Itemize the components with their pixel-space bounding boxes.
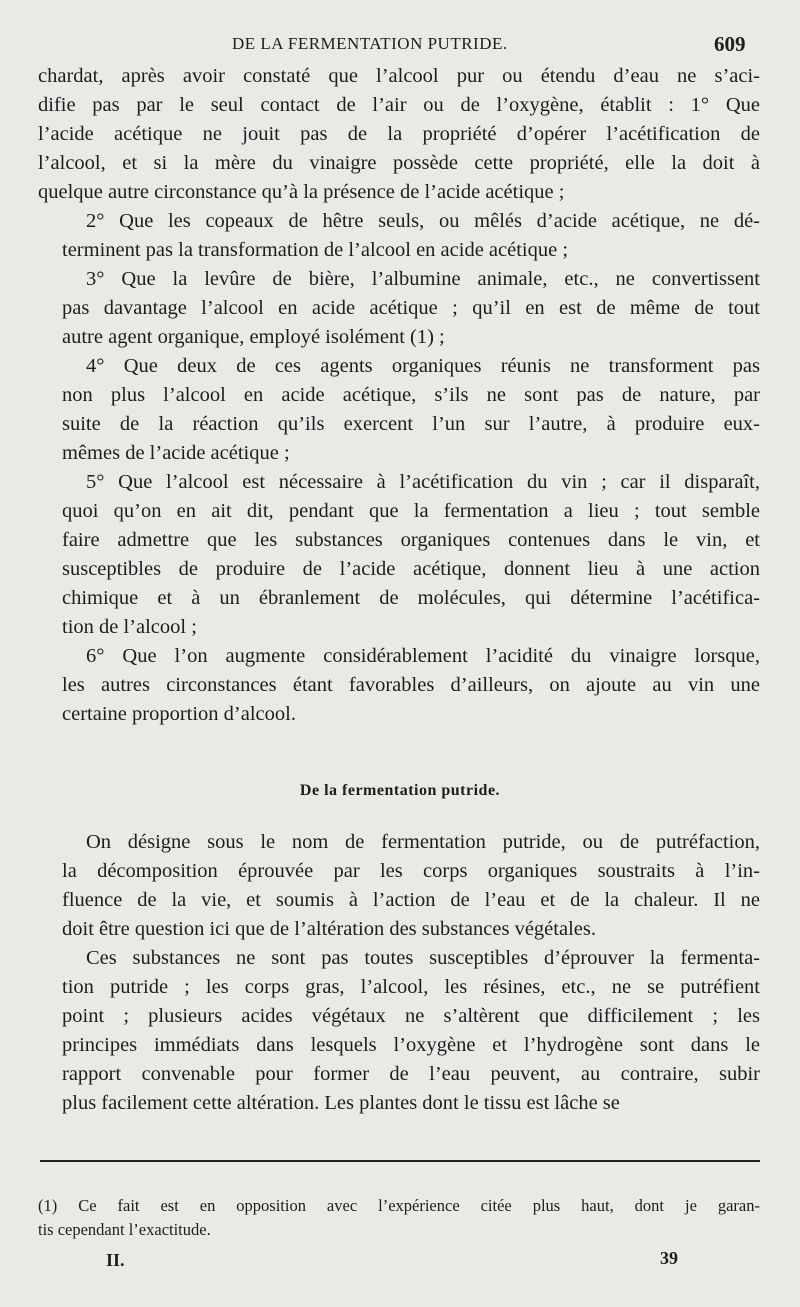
text-line: pas davantage l’alcool en acide acétique ; qu’il en est de même de tout bbox=[62, 297, 760, 319]
text-line: fluence de la vie, et soumis à l’action de l’eau et de la chaleur. Il ne bbox=[62, 889, 760, 911]
text-line: tion putride ; les corps gras, l’alcool, les résines, etc., ne se putréfient bbox=[62, 976, 760, 998]
section-text bbox=[38, 828, 760, 1118]
main-text bbox=[38, 62, 760, 729]
text-line: autre agent organique, employé isolément (1) ; bbox=[62, 326, 445, 348]
text-line: difie pas par le seul contact de l’air ou de l’oxygène, établit : 1° Que bbox=[38, 94, 760, 116]
text-line: la décomposition éprouvée par les corps organiques soustraits à l’in- bbox=[62, 860, 760, 882]
text-line: Ces substances ne sont pas toutes susceptibles d’éprouver la fermenta- bbox=[86, 947, 760, 969]
text-line: l’alcool, et si la mère du vinaigre possède cette propriété, elle la doit à bbox=[38, 152, 760, 174]
text-line: l’acide acétique ne jouit pas de la propriété d’opérer l’acétification de bbox=[38, 123, 760, 145]
footnote bbox=[38, 1194, 760, 1242]
paragraph bbox=[38, 207, 760, 265]
text-line: 3° Que la levûre de bière, l’albumine animale, etc., ne convertissent bbox=[86, 268, 760, 290]
text-line: point ; plusieurs acides végétaux ne s’altèrent que difficilement ; les bbox=[62, 1005, 760, 1027]
text-line: terminent pas la transformation de l’alcool en acide acétique ; bbox=[62, 239, 569, 261]
text-line: susceptibles de produire de l’acide acétique, donnent lieu à une action bbox=[62, 558, 760, 580]
text-line: plus facilement cette altération. Les plantes dont le tissu est lâche se bbox=[62, 1092, 620, 1114]
text-line: 4° Que deux de ces agents organiques réunis ne transforment pas bbox=[86, 355, 760, 377]
signature-number: 39 bbox=[660, 1248, 678, 1268]
text-line: faire admettre que les substances organiques contenues dans le vin, et bbox=[62, 529, 760, 551]
text-line: mêmes de l’acide acétique ; bbox=[62, 442, 290, 464]
text-line: tion de l’alcool ; bbox=[62, 616, 197, 638]
paragraph bbox=[38, 265, 760, 352]
signature-mark: II. bbox=[106, 1250, 125, 1270]
paragraph bbox=[38, 944, 760, 1118]
text-line: certaine proportion d’alcool. bbox=[62, 703, 296, 725]
paragraph bbox=[38, 468, 760, 642]
footnote-line: (1) Ce fait est en opposition avec l’expérience citée plus haut, dont je garan- bbox=[38, 1196, 760, 1215]
text-line: On désigne sous le nom de fermentation putride, ou de putréfaction, bbox=[86, 831, 760, 853]
text-line: non plus l’alcool en acide acétique, s’ils ne sont pas de nature, par bbox=[62, 384, 760, 406]
paragraph bbox=[38, 62, 760, 207]
page-header bbox=[0, 30, 800, 60]
text-line: chimique et à un ébranlement de molécules, qui détermine l’acétifica- bbox=[62, 587, 760, 609]
paragraph bbox=[38, 352, 760, 468]
footnote-line: tis cependant l’exactitude. bbox=[38, 1220, 211, 1239]
text-line: principes immédiats dans lesquels l’oxygène et l’hydrogène sont dans le bbox=[62, 1034, 760, 1056]
text-line: les autres circonstances étant favorables d’ailleurs, on ajoute au vin une bbox=[62, 674, 760, 696]
page-number: 609 bbox=[714, 32, 746, 56]
text-line: quelque autre circonstance qu’à la présence de l’acide acétique ; bbox=[38, 181, 565, 203]
text-line: 5° Que l’alcool est nécessaire à l’acétification du vin ; car il disparaît, bbox=[86, 471, 760, 493]
text-line: chardat, après avoir constaté que l’alcool pur ou étendu d’eau ne s’aci- bbox=[38, 65, 760, 87]
text-line: doit être question ici que de l’altération des substances végétales. bbox=[62, 918, 596, 940]
text-line: suite de la réaction qu’ils exercent l’un sur l’autre, à produire eux- bbox=[62, 413, 760, 435]
running-title: DE LA FERMENTATION PUTRIDE. bbox=[232, 34, 508, 53]
footnote-rule bbox=[40, 1160, 760, 1162]
section-heading: De la fermentation putride. bbox=[299, 782, 501, 799]
text-line: quoi qu’on en ait dit, pendant que la fermentation a lieu ; tout semble bbox=[62, 500, 760, 522]
text-line: 2° Que les copeaux de hêtre seuls, ou mêlés d’acide acétique, ne dé- bbox=[86, 210, 760, 232]
text-line: rapport convenable pour former de l’eau peuvent, au contraire, subir bbox=[62, 1063, 760, 1085]
text-line: 6° Que l’on augmente considérablement l’acidité du vinaigre lorsque, bbox=[86, 645, 760, 667]
paragraph bbox=[38, 642, 760, 729]
paragraph bbox=[38, 828, 760, 944]
